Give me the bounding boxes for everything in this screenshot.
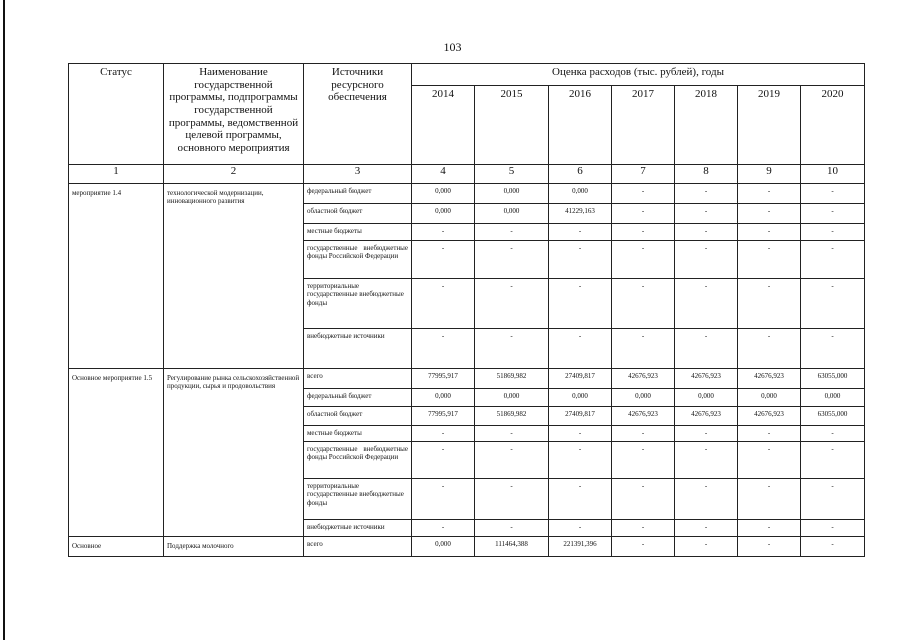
expense-value-cell: 77995,917 [412, 407, 475, 426]
expense-value-cell: - [612, 442, 675, 479]
funding-source-cell: местные бюджеты [304, 426, 412, 442]
funding-source-cell: областной бюджет [304, 204, 412, 224]
expense-value-cell: - [612, 224, 675, 241]
table-row [69, 537, 865, 557]
funding-source-cell: областной бюджет [304, 407, 412, 426]
expense-value-cell: - [412, 442, 475, 479]
expense-value-cell: 63055,000 [801, 407, 865, 426]
expense-value-cell: - [549, 442, 612, 479]
expense-value-cell: - [612, 329, 675, 369]
header-year: 2015 [475, 86, 549, 165]
expense-value-cell: - [738, 329, 801, 369]
expense-value-cell: - [801, 426, 865, 442]
column-number: 9 [738, 165, 801, 184]
expense-value-cell: 0,000 [475, 389, 549, 407]
column-number: 2 [164, 165, 304, 184]
expense-value-cell: - [475, 241, 549, 279]
header-name: Наименование государственной программы, подпрограммы государственной программы, ведомственной целевой программы, основного мероприятия [164, 64, 304, 165]
expense-value-cell: - [675, 184, 738, 204]
header-year: 2017 [612, 86, 675, 165]
expense-value-cell: - [412, 329, 475, 369]
funding-source-cell: территориальные государственные внебюджетные фонды [304, 279, 412, 329]
column-number: 7 [612, 165, 675, 184]
expense-value-cell: - [549, 241, 612, 279]
expense-value-cell: - [738, 224, 801, 241]
expense-value-cell: - [675, 241, 738, 279]
expense-value-cell: 0,000 [412, 184, 475, 204]
expense-value-cell: - [801, 442, 865, 479]
funding-source-cell: местные бюджеты [304, 224, 412, 241]
expense-value-cell: 27409,817 [549, 369, 612, 389]
expense-value-cell: - [475, 426, 549, 442]
expense-value-cell: - [801, 224, 865, 241]
expense-value-cell: - [475, 520, 549, 537]
funding-source-cell: внебюджетные источники [304, 329, 412, 369]
column-number: 10 [801, 165, 865, 184]
page-edge-line [3, 0, 5, 640]
header-year: 2016 [549, 86, 612, 165]
expense-value-cell: - [549, 279, 612, 329]
expense-value-cell: - [475, 442, 549, 479]
expense-value-cell: - [549, 520, 612, 537]
expense-value-cell: - [412, 479, 475, 520]
expense-value-cell: - [612, 279, 675, 329]
funding-source-cell: внебюджетные источники [304, 520, 412, 537]
expense-value-cell: 42676,923 [675, 407, 738, 426]
expense-value-cell: - [801, 279, 865, 329]
header-year: 2019 [738, 86, 801, 165]
expense-value-cell: - [412, 241, 475, 279]
column-number: 4 [412, 165, 475, 184]
column-number: 6 [549, 165, 612, 184]
expense-value-cell: 0,000 [612, 389, 675, 407]
expense-value-cell: - [675, 426, 738, 442]
expense-value-cell: - [675, 479, 738, 520]
status-cell: Основное мероприятие 1.5 [69, 369, 164, 537]
expense-value-cell: - [738, 241, 801, 279]
expense-value-cell: 0,000 [675, 389, 738, 407]
expense-value-cell: - [475, 479, 549, 520]
budget-table [68, 63, 865, 557]
expense-value-cell: - [612, 241, 675, 279]
funding-source-cell: федеральный бюджет [304, 184, 412, 204]
expense-value-cell: - [475, 224, 549, 241]
expense-value-cell: 42676,923 [675, 369, 738, 389]
expense-value-cell: - [612, 204, 675, 224]
expense-value-cell: 0,000 [412, 204, 475, 224]
expense-value-cell: - [738, 479, 801, 520]
expense-value-cell: - [412, 426, 475, 442]
program-name-cell: Регулирование рынка сельскохозяйственной продукции, сырья и продовольствия [164, 369, 304, 537]
expense-value-cell: - [738, 204, 801, 224]
expense-value-cell: - [801, 520, 865, 537]
expense-value-cell: 221391,396 [549, 537, 612, 557]
expense-value-cell: - [412, 279, 475, 329]
expense-value-cell: - [738, 537, 801, 557]
status-cell: мероприятие 1.4 [69, 184, 164, 369]
expense-value-cell: - [738, 520, 801, 537]
expense-value-cell: 51869,982 [475, 407, 549, 426]
expense-value-cell: - [738, 184, 801, 204]
expense-value-cell: - [801, 329, 865, 369]
expense-value-cell: 63055,000 [801, 369, 865, 389]
expense-value-cell: - [549, 329, 612, 369]
expense-value-cell: - [801, 184, 865, 204]
expense-value-cell: 27409,817 [549, 407, 612, 426]
expense-value-cell: 41229,163 [549, 204, 612, 224]
expense-value-cell: - [612, 520, 675, 537]
expense-value-cell: 0,000 [738, 389, 801, 407]
expense-value-cell: - [801, 204, 865, 224]
table-row [69, 369, 865, 389]
expense-value-cell: - [549, 479, 612, 520]
expense-value-cell: 0,000 [549, 389, 612, 407]
header-status: Статус [69, 64, 164, 165]
expense-value-cell: 0,000 [475, 204, 549, 224]
expense-value-cell: 0,000 [412, 389, 475, 407]
expense-value-cell: - [612, 426, 675, 442]
expense-value-cell: - [612, 537, 675, 557]
column-number: 5 [475, 165, 549, 184]
expense-value-cell: - [801, 537, 865, 557]
expense-value-cell: 51869,982 [475, 369, 549, 389]
expense-value-cell: 0,000 [475, 184, 549, 204]
funding-source-cell: федеральный бюджет [304, 389, 412, 407]
expense-value-cell: 0,000 [801, 389, 865, 407]
header-year: 2014 [412, 86, 475, 165]
expense-value-cell: - [675, 537, 738, 557]
status-cell: Основное [69, 537, 164, 557]
page-number: 103 [443, 40, 462, 54]
expense-value-cell: - [738, 442, 801, 479]
expense-value-cell: 42676,923 [612, 407, 675, 426]
expense-value-cell: 0,000 [549, 184, 612, 204]
expense-value-cell: - [675, 329, 738, 369]
program-name-cell: технологической модернизации, инновационного развития [164, 184, 304, 369]
expense-value-cell: - [549, 426, 612, 442]
expense-value-cell: - [412, 224, 475, 241]
header-sources: Источники ресурсного обеспечения [304, 64, 412, 165]
expense-value-cell: - [475, 329, 549, 369]
expense-value-cell: - [801, 241, 865, 279]
funding-source-cell: всего [304, 537, 412, 557]
expense-value-cell: 42676,923 [612, 369, 675, 389]
expense-value-cell: 42676,923 [738, 407, 801, 426]
expense-value-cell: - [801, 479, 865, 520]
expense-value-cell: 42676,923 [738, 369, 801, 389]
expense-value-cell: - [475, 279, 549, 329]
expense-value-cell: 0,000 [412, 537, 475, 557]
column-number: 1 [69, 165, 164, 184]
expense-value-cell: - [675, 279, 738, 329]
expense-value-cell: - [675, 224, 738, 241]
funding-source-cell: территориальные государственные внебюджетные фонды [304, 479, 412, 520]
expense-value-cell: - [675, 204, 738, 224]
expense-value-cell: - [675, 442, 738, 479]
expense-value-cell: 77995,917 [412, 369, 475, 389]
header-year: 2020 [801, 86, 865, 165]
funding-source-cell: государственные внебюджетные фонды Российской Федерации [304, 241, 412, 279]
expense-value-cell: 111464,388 [475, 537, 549, 557]
expense-value-cell: - [612, 479, 675, 520]
column-number: 8 [675, 165, 738, 184]
expense-value-cell: - [549, 224, 612, 241]
expense-value-cell: - [738, 279, 801, 329]
expense-value-cell: - [612, 184, 675, 204]
funding-source-cell: государственные внебюджетные фонды Российской Федерации [304, 442, 412, 479]
expense-value-cell: - [412, 520, 475, 537]
header-year: 2018 [675, 86, 738, 165]
expense-value-cell: - [738, 426, 801, 442]
funding-source-cell: всего [304, 369, 412, 389]
header-expenses: Оценка расходов (тыс. рублей), годы [412, 64, 865, 86]
expense-value-cell: - [675, 520, 738, 537]
program-name-cell: Поддержка молочного [164, 537, 304, 557]
column-number: 3 [304, 165, 412, 184]
table-row [69, 184, 865, 204]
